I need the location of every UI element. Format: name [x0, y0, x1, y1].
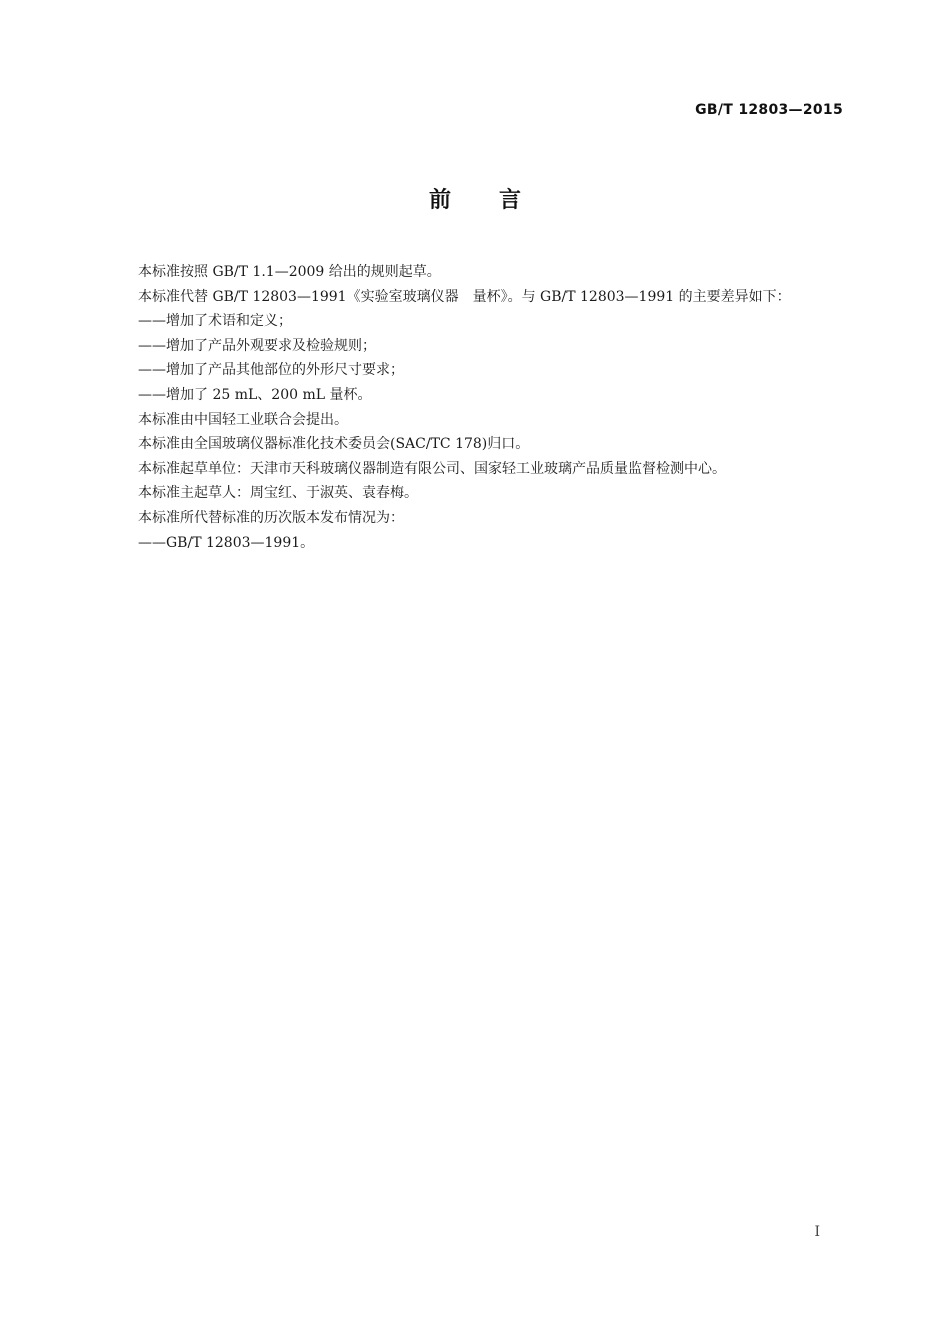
page-number: I — [814, 1224, 820, 1240]
paragraph-drafting-rule: 本标准按照 GB/T 1.1—2009 给出的规则起草。 — [138, 264, 441, 280]
paragraph-proposer: 本标准由中国轻工业联合会提出。 — [138, 411, 348, 428]
page-title: 前言 — [428, 188, 569, 213]
list-item-appearance: ——增加了产品外观要求及检验规则； — [138, 337, 376, 354]
standard-number: GB/T 12803—2015 — [695, 102, 843, 118]
paragraph-replacement: 本标准代替 GB/T 12803—1991《实验室玻璃仪器 量杯》。与 GB/T 12803—1991 的主要差异如下： — [138, 288, 791, 305]
paragraph-history: 本标准所代替标准的历次版本发布情况为： — [138, 509, 404, 526]
paragraph-drafting-units: 本标准起草单位：天津市天科玻璃仪器制造有限公司、国家轻工业玻璃产品质量监督检测中心。 — [138, 460, 726, 477]
paragraph-drafters: 本标准主起草人：周宝红、于淑英、袁春梅。 — [138, 485, 418, 502]
list-item-previous-edition: ——GB/T 12803—1991。 — [138, 534, 315, 551]
paragraph-committee: 本标准由全国玻璃仪器标准化技术委员会(SAC/TC 178)归口。 — [138, 436, 530, 453]
list-item-capacities: ——增加了 25 mL、200 mL 量杯。 — [138, 386, 372, 403]
list-item-terms: ——增加了术语和定义； — [138, 313, 292, 330]
list-item-dimensions: ——增加了产品其他部位的外形尺寸要求； — [138, 362, 404, 379]
foreword-body — [108, 260, 844, 555]
